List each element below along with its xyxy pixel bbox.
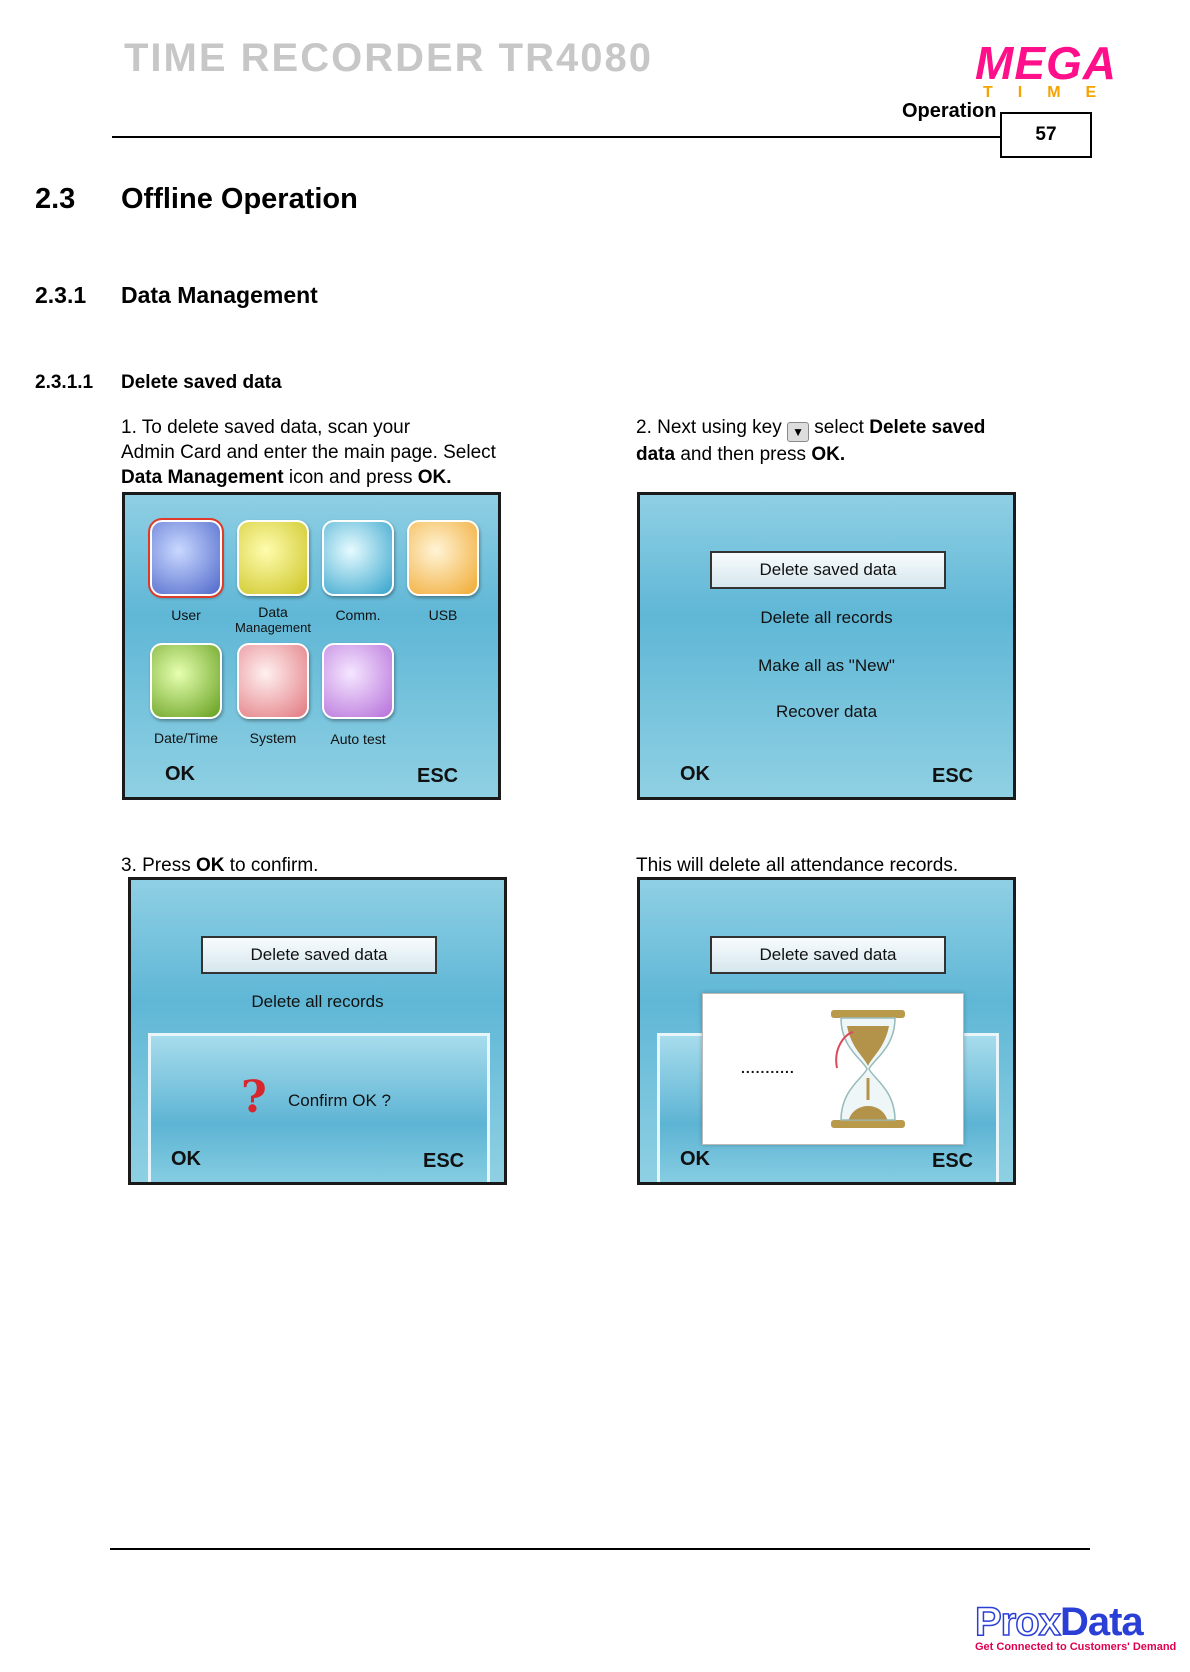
data-management-icon[interactable] — [237, 520, 309, 596]
step-2-post: select — [809, 417, 870, 438]
document-title: TIME RECORDER TR4080 — [124, 36, 653, 80]
brand-name-data: Data — [1059, 1600, 1143, 1644]
menu-item-make-all-new[interactable]: Make all as "New" — [758, 656, 895, 675]
step-2-bold-2: data — [636, 444, 676, 465]
logo-mega-text: MEGA — [975, 37, 1117, 89]
esc-softkey[interactable]: ESC — [417, 765, 459, 787]
heading-2-text: Offline Operation — [121, 183, 358, 215]
section-label: Operation — [902, 100, 997, 122]
step-2-line-2 — [636, 442, 1056, 467]
date-time-icon[interactable] — [150, 643, 222, 719]
icon-label-auto-test: Auto test — [330, 731, 386, 747]
step-3-post: to confirm. — [224, 855, 319, 876]
icon-label-data — [228, 604, 318, 636]
icon-label-system: System — [249, 730, 297, 746]
page-number: 57 — [1000, 112, 1092, 158]
menu-item-delete-saved-data[interactable]: Delete saved data — [710, 936, 946, 974]
screen-deleting — [637, 877, 1016, 1185]
icon-label-usb: USB — [428, 607, 458, 623]
mega-time-logo — [975, 37, 1175, 101]
step-2-pre: 2. Next using key — [636, 417, 788, 438]
proxdata-logo — [975, 1600, 1176, 1653]
progress-dialog — [702, 993, 964, 1145]
header-rule — [112, 136, 1000, 138]
step-3-text — [121, 853, 318, 878]
step-4-text: This will delete all attendance records. — [636, 855, 959, 876]
question-icon: ? — [241, 1072, 267, 1123]
down-key-icon: ▼ — [787, 422, 809, 442]
ok-softkey[interactable]: OK — [171, 1148, 201, 1170]
menu-item-delete-saved-data[interactable]: Delete saved data — [710, 551, 946, 589]
brand-name-prox: Prox — [975, 1600, 1060, 1644]
brand-name — [975, 1600, 1176, 1645]
icon-label-data-line-2: Management — [235, 620, 311, 635]
esc-softkey[interactable]: ESC — [423, 1150, 465, 1172]
step-1-text — [121, 415, 521, 490]
communication-icon[interactable] — [322, 520, 394, 596]
icon-label-date-time: Date/Time — [153, 730, 219, 746]
screen-confirm — [128, 877, 507, 1185]
step-2-bold-3: OK. — [811, 444, 846, 465]
user-icon[interactable] — [150, 520, 222, 596]
heading-4-number: 2.3.1.1 — [35, 372, 94, 393]
step-1-line-2: Admin Card and enter the main page. Select — [121, 442, 496, 463]
step-2-mid: and then press — [675, 444, 812, 465]
progress-text: ........... — [741, 1060, 795, 1076]
step-1-line-3 — [121, 465, 521, 490]
confirm-message: Confirm OK ? — [288, 1091, 391, 1110]
heading-2-number: 2.3 — [35, 183, 76, 215]
screen-main-menu — [122, 492, 501, 800]
ok-softkey[interactable]: OK — [680, 763, 710, 785]
esc-softkey[interactable]: ESC — [932, 765, 974, 787]
step-1-bold-1: Data Management — [121, 467, 284, 488]
ok-softkey[interactable]: OK — [680, 1148, 710, 1170]
ok-softkey[interactable]: OK — [165, 763, 195, 785]
logo-time-text: TIME — [983, 84, 1122, 101]
step-2-bold-1: Delete saved — [869, 417, 986, 438]
icon-label-comm: Comm. — [335, 607, 381, 623]
menu-item-recover-data[interactable]: Recover data — [775, 702, 878, 721]
auto-test-icon[interactable] — [322, 643, 394, 719]
usb-icon[interactable] — [407, 520, 479, 596]
heading-3-number: 2.3.1 — [35, 282, 87, 308]
icon-label-data-line-1: Data — [258, 604, 288, 620]
step-2-text — [636, 415, 1056, 467]
menu-item-delete-saved-data[interactable]: Delete saved data — [201, 936, 437, 974]
screen-data-menu — [637, 492, 1016, 800]
esc-softkey[interactable]: ESC — [932, 1150, 974, 1172]
menu-item-delete-all-records[interactable]: Delete all records — [760, 608, 893, 627]
step-1-mid: icon and press — [283, 467, 418, 488]
step-3-bold: OK — [195, 855, 225, 876]
step-2-line-1 — [636, 415, 1056, 442]
step-1-bold-2: OK. — [417, 467, 452, 488]
step-1-line-1: 1. To delete saved data, scan your — [121, 417, 411, 438]
heading-4-text: Delete saved data — [121, 372, 282, 393]
step-3-pre: 3. Press — [121, 855, 196, 876]
hourglass-icon — [823, 1008, 913, 1130]
footer-rule — [110, 1548, 1090, 1550]
menu-item-delete-all-records[interactable]: Delete all records — [251, 992, 384, 1011]
system-icon[interactable] — [237, 643, 309, 719]
brand-tagline: Get Connected to Customers' Demand — [975, 1641, 1177, 1653]
icon-label-user: User — [171, 607, 201, 623]
heading-3-text: Data Management — [121, 282, 318, 308]
